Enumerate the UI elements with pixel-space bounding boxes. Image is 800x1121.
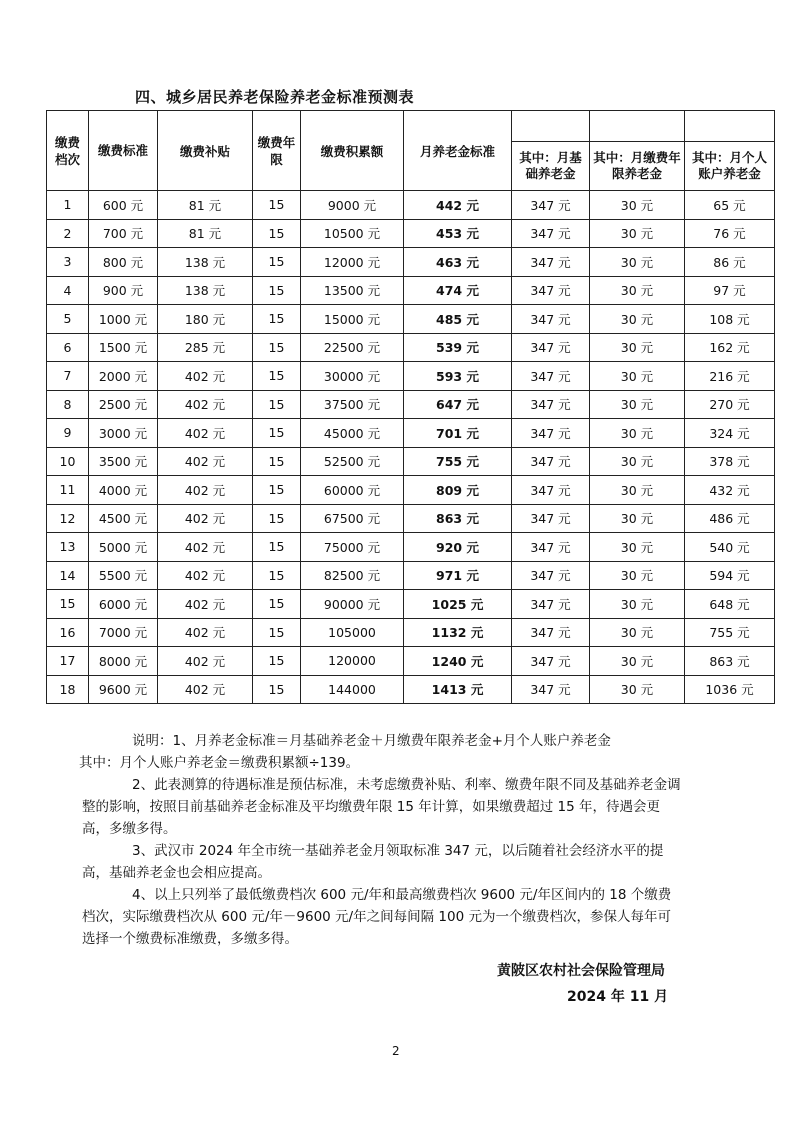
cell-grade: 3 bbox=[47, 248, 89, 277]
cell-accumulated: 120000 bbox=[301, 647, 404, 676]
cell-years: 15 bbox=[253, 590, 301, 619]
cell-accumulated: 12000 元 bbox=[301, 248, 404, 277]
cell-grade: 16 bbox=[47, 618, 89, 647]
cell-standard: 2000 元 bbox=[89, 362, 158, 391]
cell-monthly: 593 元 bbox=[404, 362, 512, 391]
table-row bbox=[47, 590, 775, 619]
cell-subsidy: 138 元 bbox=[158, 276, 253, 305]
cell-monthly: 647 元 bbox=[404, 390, 512, 419]
issuing-organization: 黄陂区农村社会保险管理局 bbox=[497, 963, 665, 979]
cell-subsidy: 402 元 bbox=[158, 362, 253, 391]
cell-years: 15 bbox=[253, 248, 301, 277]
cell-standard: 6000 元 bbox=[89, 590, 158, 619]
cell-years-pension: 30 元 bbox=[590, 504, 685, 533]
cell-standard: 1500 元 bbox=[89, 333, 158, 362]
cell-accumulated: 22500 元 bbox=[301, 333, 404, 362]
cell-personal: 755 元 bbox=[685, 618, 775, 647]
cell-accumulated: 37500 元 bbox=[301, 390, 404, 419]
cell-personal: 486 元 bbox=[685, 504, 775, 533]
cell-subsidy: 138 元 bbox=[158, 248, 253, 277]
cell-basic: 347 元 bbox=[512, 504, 590, 533]
cell-standard: 8000 元 bbox=[89, 647, 158, 676]
header-years: 缴费年限 bbox=[253, 111, 301, 191]
table-row bbox=[47, 675, 775, 704]
cell-subsidy: 402 元 bbox=[158, 533, 253, 562]
cell-standard: 800 元 bbox=[89, 248, 158, 277]
table-row bbox=[47, 647, 775, 676]
cell-monthly: 755 元 bbox=[404, 447, 512, 476]
table-row bbox=[47, 362, 775, 391]
cell-basic: 347 元 bbox=[512, 618, 590, 647]
table-row bbox=[47, 276, 775, 305]
cell-basic: 347 元 bbox=[512, 362, 590, 391]
note-3: 3、武汉市 2024 年全市统一基础养老金月领取标准 347 元，以后随着社会经济水平的提高，基础养老金也会相应提高。 bbox=[82, 843, 664, 881]
header-blank-years-pension bbox=[590, 111, 685, 142]
cell-years: 15 bbox=[253, 305, 301, 334]
cell-monthly: 1240 元 bbox=[404, 647, 512, 676]
header-subsidy: 缴费补贴 bbox=[158, 111, 253, 191]
cell-years-pension: 30 元 bbox=[590, 675, 685, 704]
cell-years-pension: 30 元 bbox=[590, 618, 685, 647]
cell-grade: 13 bbox=[47, 533, 89, 562]
cell-standard: 5000 元 bbox=[89, 533, 158, 562]
table-row bbox=[47, 561, 775, 590]
cell-standard: 9600 元 bbox=[89, 675, 158, 704]
cell-accumulated: 52500 元 bbox=[301, 447, 404, 476]
cell-years: 15 bbox=[253, 362, 301, 391]
cell-monthly: 474 元 bbox=[404, 276, 512, 305]
cell-years-pension: 30 元 bbox=[590, 447, 685, 476]
cell-years-pension: 30 元 bbox=[590, 647, 685, 676]
cell-basic: 347 元 bbox=[512, 647, 590, 676]
cell-years: 15 bbox=[253, 504, 301, 533]
cell-grade: 11 bbox=[47, 476, 89, 505]
header-basic: 其中：月基础养老金 bbox=[512, 142, 590, 191]
cell-basic: 347 元 bbox=[512, 219, 590, 248]
cell-subsidy: 81 元 bbox=[158, 219, 253, 248]
page-number: 2 bbox=[392, 1044, 400, 1058]
cell-years-pension: 30 元 bbox=[590, 333, 685, 362]
cell-years: 15 bbox=[253, 647, 301, 676]
cell-accumulated: 82500 元 bbox=[301, 561, 404, 590]
cell-basic: 347 元 bbox=[512, 305, 590, 334]
cell-monthly: 809 元 bbox=[404, 476, 512, 505]
cell-personal: 540 元 bbox=[685, 533, 775, 562]
cell-years-pension: 30 元 bbox=[590, 362, 685, 391]
cell-standard: 3500 元 bbox=[89, 447, 158, 476]
cell-standard: 4500 元 bbox=[89, 504, 158, 533]
cell-personal: 648 元 bbox=[685, 590, 775, 619]
cell-subsidy: 402 元 bbox=[158, 476, 253, 505]
cell-subsidy: 402 元 bbox=[158, 618, 253, 647]
cell-accumulated: 60000 元 bbox=[301, 476, 404, 505]
table-row bbox=[47, 305, 775, 334]
cell-monthly: 1025 元 bbox=[404, 590, 512, 619]
cell-monthly: 442 元 bbox=[404, 191, 512, 220]
cell-years-pension: 30 元 bbox=[590, 191, 685, 220]
note-4: 4、以上只列举了最低缴费档次 600 元/年和最高缴费档次 9600 元/年区间内的 18 个缴费档次，实际缴费档次从 600 元/年－9600 元/年之间每间隔 100 元为一个缴费档次，参保人每年可选择一个缴费标准缴费，多缴多得。 bbox=[82, 887, 672, 947]
cell-accumulated: 15000 元 bbox=[301, 305, 404, 334]
note-1-detail: 其中：月个人账户养老金＝缴费积累额÷139。 bbox=[79, 755, 360, 771]
cell-personal: 863 元 bbox=[685, 647, 775, 676]
cell-personal: 1036 元 bbox=[685, 675, 775, 704]
cell-personal: 594 元 bbox=[685, 561, 775, 590]
table-row bbox=[47, 333, 775, 362]
cell-grade: 1 bbox=[47, 191, 89, 220]
cell-years-pension: 30 元 bbox=[590, 248, 685, 277]
cell-grade: 2 bbox=[47, 219, 89, 248]
cell-years-pension: 30 元 bbox=[590, 305, 685, 334]
cell-years: 15 bbox=[253, 390, 301, 419]
cell-monthly: 920 元 bbox=[404, 533, 512, 562]
cell-monthly: 971 元 bbox=[404, 561, 512, 590]
cell-basic: 347 元 bbox=[512, 191, 590, 220]
table-row bbox=[47, 504, 775, 533]
cell-standard: 600 元 bbox=[89, 191, 158, 220]
cell-accumulated: 75000 元 bbox=[301, 533, 404, 562]
header-blank-basic bbox=[512, 111, 590, 142]
cell-subsidy: 402 元 bbox=[158, 561, 253, 590]
cell-accumulated: 13500 元 bbox=[301, 276, 404, 305]
table-body bbox=[47, 191, 775, 704]
cell-accumulated: 105000 bbox=[301, 618, 404, 647]
header-personal: 其中：月个人账户养老金 bbox=[685, 142, 775, 191]
header-accumulated: 缴费积累额 bbox=[301, 111, 404, 191]
cell-years: 15 bbox=[253, 675, 301, 704]
cell-accumulated: 90000 元 bbox=[301, 590, 404, 619]
table-row bbox=[47, 390, 775, 419]
header-blank-personal bbox=[685, 111, 775, 142]
cell-years-pension: 30 元 bbox=[590, 390, 685, 419]
cell-grade: 15 bbox=[47, 590, 89, 619]
cell-standard: 5500 元 bbox=[89, 561, 158, 590]
cell-years-pension: 30 元 bbox=[590, 561, 685, 590]
cell-grade: 14 bbox=[47, 561, 89, 590]
cell-basic: 347 元 bbox=[512, 590, 590, 619]
cell-grade: 10 bbox=[47, 447, 89, 476]
cell-standard: 700 元 bbox=[89, 219, 158, 248]
cell-subsidy: 402 元 bbox=[158, 390, 253, 419]
cell-accumulated: 9000 元 bbox=[301, 191, 404, 220]
cell-years-pension: 30 元 bbox=[590, 276, 685, 305]
cell-monthly: 1413 元 bbox=[404, 675, 512, 704]
header-monthly: 月养老金标准 bbox=[404, 111, 512, 191]
table-row bbox=[47, 248, 775, 277]
table-row bbox=[47, 533, 775, 562]
cell-personal: 162 元 bbox=[685, 333, 775, 362]
cell-basic: 347 元 bbox=[512, 390, 590, 419]
cell-personal: 270 元 bbox=[685, 390, 775, 419]
cell-subsidy: 180 元 bbox=[158, 305, 253, 334]
cell-accumulated: 144000 bbox=[301, 675, 404, 704]
cell-subsidy: 402 元 bbox=[158, 419, 253, 448]
table-row bbox=[47, 191, 775, 220]
cell-years: 15 bbox=[253, 333, 301, 362]
cell-personal: 76 元 bbox=[685, 219, 775, 248]
cell-subsidy: 402 元 bbox=[158, 504, 253, 533]
cell-grade: 18 bbox=[47, 675, 89, 704]
cell-grade: 7 bbox=[47, 362, 89, 391]
note-2: 2、此表测算的待遇标准是预估标准，未考虑缴费补贴、利率、缴费年限不同及基础养老金调整的影响，按照目前基础养老金标准及平均缴费年限 15 年计算，如果缴费超过 15 年，待遇会更高，多缴多得。 bbox=[82, 777, 681, 837]
cell-personal: 378 元 bbox=[685, 447, 775, 476]
page-title: 四、城乡居民养老保险养老金标准预测表 bbox=[135, 88, 415, 106]
cell-monthly: 539 元 bbox=[404, 333, 512, 362]
cell-personal: 108 元 bbox=[685, 305, 775, 334]
table-row bbox=[47, 476, 775, 505]
cell-basic: 347 元 bbox=[512, 248, 590, 277]
table-row bbox=[47, 419, 775, 448]
cell-subsidy: 285 元 bbox=[158, 333, 253, 362]
cell-monthly: 1132 元 bbox=[404, 618, 512, 647]
cell-subsidy: 402 元 bbox=[158, 590, 253, 619]
pension-forecast-table bbox=[46, 110, 775, 704]
cell-personal: 324 元 bbox=[685, 419, 775, 448]
cell-basic: 347 元 bbox=[512, 419, 590, 448]
header-standard: 缴费标准 bbox=[89, 111, 158, 191]
header-years-pension: 其中：月缴费年限养老金 bbox=[590, 142, 685, 191]
table-row bbox=[47, 447, 775, 476]
cell-subsidy: 402 元 bbox=[158, 675, 253, 704]
cell-monthly: 485 元 bbox=[404, 305, 512, 334]
cell-grade: 5 bbox=[47, 305, 89, 334]
cell-basic: 347 元 bbox=[512, 675, 590, 704]
cell-accumulated: 30000 元 bbox=[301, 362, 404, 391]
cell-accumulated: 10500 元 bbox=[301, 219, 404, 248]
cell-standard: 1000 元 bbox=[89, 305, 158, 334]
cell-monthly: 863 元 bbox=[404, 504, 512, 533]
cell-monthly: 453 元 bbox=[404, 219, 512, 248]
note-1: 说明：1、月养老金标准＝月基础养老金＋月缴费年限养老金+月个人账户养老金 bbox=[132, 733, 611, 749]
cell-basic: 347 元 bbox=[512, 333, 590, 362]
issue-date: 2024 年 11 月 bbox=[567, 989, 669, 1005]
cell-basic: 347 元 bbox=[512, 447, 590, 476]
cell-subsidy: 81 元 bbox=[158, 191, 253, 220]
cell-accumulated: 45000 元 bbox=[301, 419, 404, 448]
cell-years: 15 bbox=[253, 533, 301, 562]
cell-personal: 97 元 bbox=[685, 276, 775, 305]
cell-years-pension: 30 元 bbox=[590, 419, 685, 448]
cell-grade: 17 bbox=[47, 647, 89, 676]
cell-years: 15 bbox=[253, 561, 301, 590]
cell-years-pension: 30 元 bbox=[590, 533, 685, 562]
cell-grade: 4 bbox=[47, 276, 89, 305]
cell-subsidy: 402 元 bbox=[158, 447, 253, 476]
cell-years: 15 bbox=[253, 419, 301, 448]
cell-basic: 347 元 bbox=[512, 561, 590, 590]
cell-monthly: 463 元 bbox=[404, 248, 512, 277]
cell-years-pension: 30 元 bbox=[590, 590, 685, 619]
cell-standard: 900 元 bbox=[89, 276, 158, 305]
cell-years: 15 bbox=[253, 276, 301, 305]
cell-years-pension: 30 元 bbox=[590, 476, 685, 505]
cell-accumulated: 67500 元 bbox=[301, 504, 404, 533]
cell-standard: 2500 元 bbox=[89, 390, 158, 419]
cell-basic: 347 元 bbox=[512, 533, 590, 562]
cell-basic: 347 元 bbox=[512, 276, 590, 305]
cell-years: 15 bbox=[253, 191, 301, 220]
table-row bbox=[47, 219, 775, 248]
cell-monthly: 701 元 bbox=[404, 419, 512, 448]
cell-grade: 8 bbox=[47, 390, 89, 419]
cell-standard: 7000 元 bbox=[89, 618, 158, 647]
cell-subsidy: 402 元 bbox=[158, 647, 253, 676]
cell-grade: 6 bbox=[47, 333, 89, 362]
cell-standard: 3000 元 bbox=[89, 419, 158, 448]
cell-years: 15 bbox=[253, 476, 301, 505]
cell-grade: 12 bbox=[47, 504, 89, 533]
header-grade: 缴费档次 bbox=[47, 111, 89, 191]
cell-years: 15 bbox=[253, 447, 301, 476]
cell-years: 15 bbox=[253, 219, 301, 248]
notes-section bbox=[79, 730, 682, 950]
cell-years-pension: 30 元 bbox=[590, 219, 685, 248]
cell-standard: 4000 元 bbox=[89, 476, 158, 505]
cell-grade: 9 bbox=[47, 419, 89, 448]
cell-years: 15 bbox=[253, 618, 301, 647]
cell-personal: 432 元 bbox=[685, 476, 775, 505]
cell-personal: 65 元 bbox=[685, 191, 775, 220]
table-row bbox=[47, 618, 775, 647]
cell-personal: 86 元 bbox=[685, 248, 775, 277]
cell-basic: 347 元 bbox=[512, 476, 590, 505]
cell-personal: 216 元 bbox=[685, 362, 775, 391]
